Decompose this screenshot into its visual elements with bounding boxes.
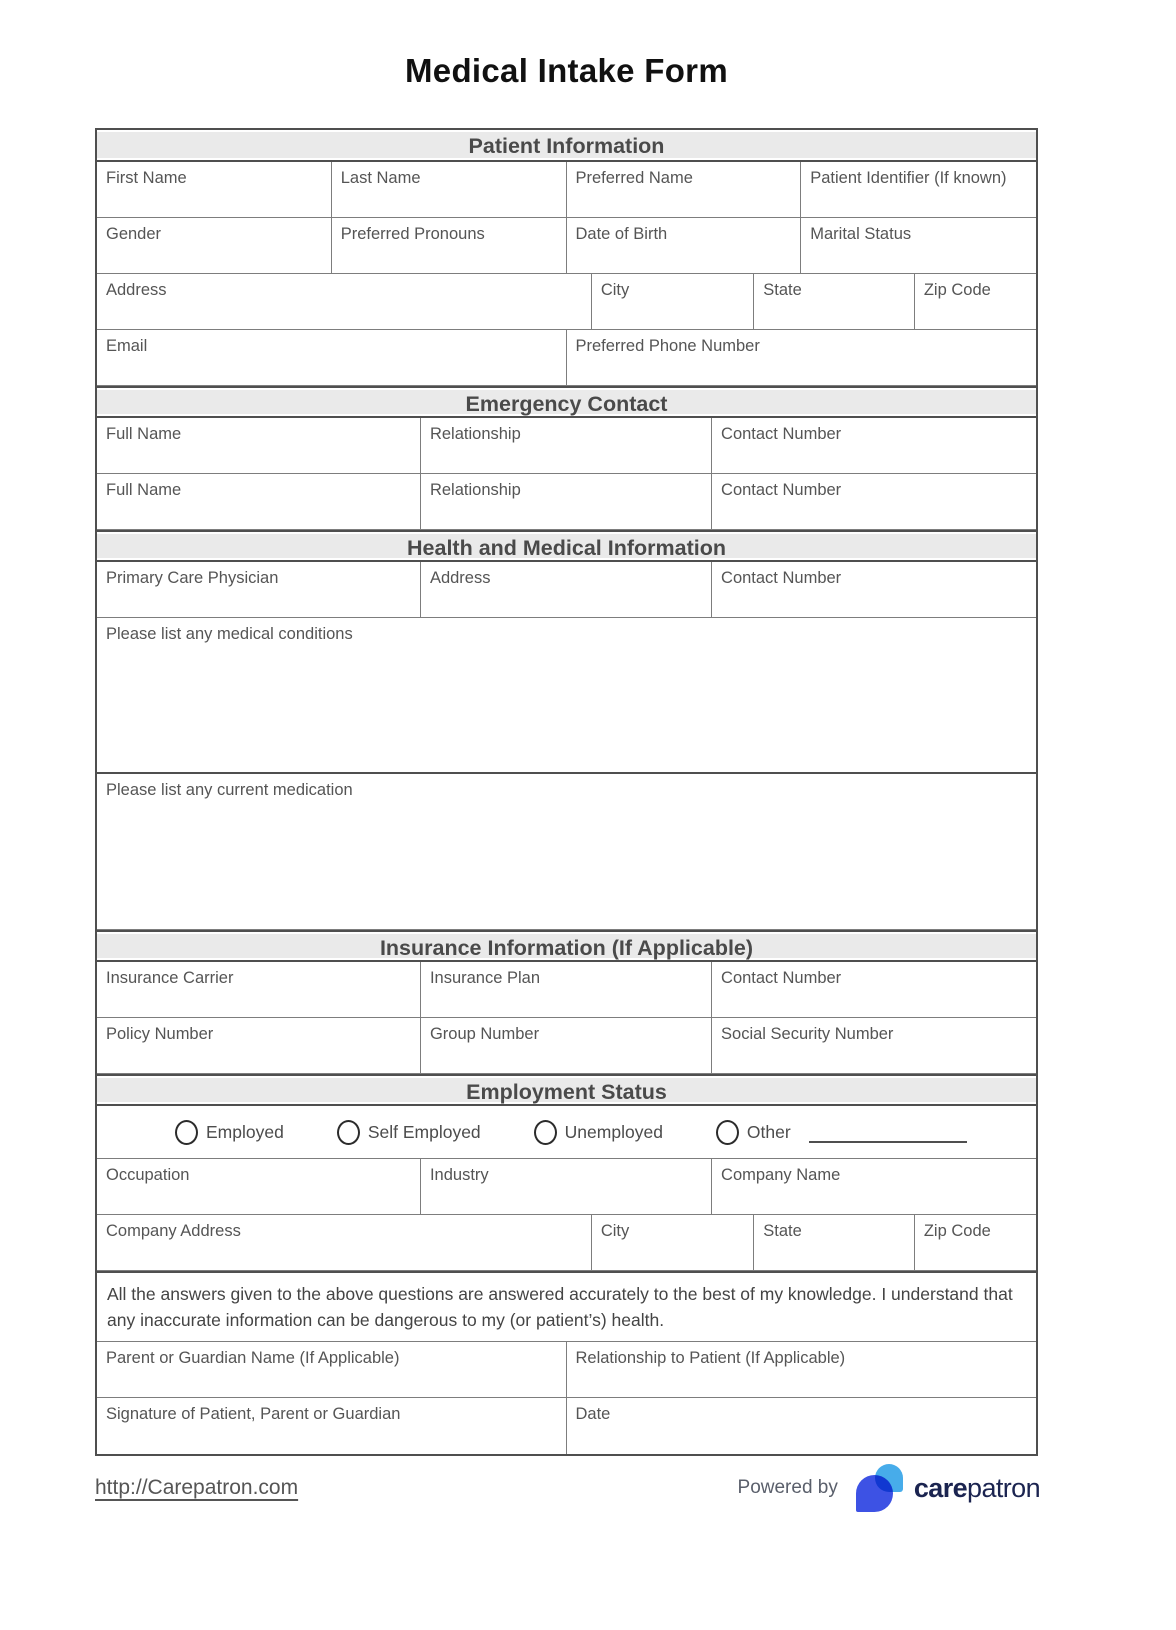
- field-occupation[interactable]: [97, 1159, 421, 1214]
- field-label: Contact Number: [721, 969, 842, 987]
- radio-unemployed[interactable]: [534, 1120, 663, 1145]
- field-city[interactable]: [592, 274, 754, 329]
- field-address[interactable]: [97, 274, 592, 329]
- row-signature: [97, 1398, 1036, 1454]
- field-label: City: [600, 281, 630, 299]
- wordmark-care: care: [913, 1472, 968, 1503]
- field-label: Insurance Carrier: [106, 969, 234, 987]
- field-industry[interactable]: [421, 1159, 712, 1214]
- field-label: Email: [106, 337, 148, 355]
- field-label: Address: [106, 281, 167, 299]
- intake-form-table: [95, 128, 1038, 1456]
- field-label: City: [600, 1222, 630, 1240]
- field-preferred-phone[interactable]: [567, 330, 1037, 385]
- radio-circle-icon[interactable]: [716, 1120, 739, 1145]
- field-label: Industry: [429, 1166, 489, 1184]
- field-insurance-contact-number[interactable]: [712, 962, 1036, 1017]
- field-label: Please list any medical conditions: [106, 625, 353, 643]
- radio-circle-icon[interactable]: [175, 1120, 198, 1145]
- field-label: Address: [429, 569, 491, 587]
- field-parent-guardian-name[interactable]: [97, 1342, 567, 1397]
- field-label: First Name: [106, 169, 187, 187]
- field-label: Contact Number: [721, 425, 842, 443]
- page-title: Medical Intake Form: [405, 52, 728, 89]
- row-insurance-1: [97, 962, 1036, 1018]
- field-ec1-relationship[interactable]: [421, 418, 712, 473]
- radio-circle-icon[interactable]: [337, 1120, 360, 1145]
- row-employment-1: [97, 1159, 1036, 1215]
- field-relationship-to-patient[interactable]: [567, 1342, 1037, 1397]
- field-company-address[interactable]: [97, 1215, 592, 1270]
- row-patient-demographics: [97, 218, 1036, 274]
- logo-bubble-light: [875, 1464, 903, 1492]
- field-preferred-name[interactable]: [567, 162, 802, 217]
- field-label: Preferred Phone Number: [575, 337, 760, 355]
- field-label: Signature of Patient, Parent or Guardian: [106, 1405, 401, 1423]
- row-patient-address: [97, 274, 1036, 330]
- section-header-insurance: Insurance Information (If Applicable): [97, 930, 1036, 962]
- field-email[interactable]: [97, 330, 567, 385]
- radio-label: Unemployed: [564, 1121, 663, 1142]
- radio-other[interactable]: [716, 1120, 967, 1145]
- section-header-emergency-contact: Emergency Contact: [97, 386, 1036, 418]
- field-label: Insurance Plan: [429, 969, 541, 987]
- carepatron-logo-icon: [856, 1464, 904, 1512]
- field-ec1-full-name[interactable]: [97, 418, 421, 473]
- field-preferred-pronouns[interactable]: [332, 218, 567, 273]
- field-label: Contact Number: [721, 569, 842, 587]
- row-emergency-contact-2: [97, 474, 1036, 530]
- row-primary-care: [97, 562, 1036, 618]
- field-company-zip[interactable]: [915, 1215, 1036, 1270]
- field-label: Policy Number: [106, 1025, 214, 1043]
- field-social-security-number[interactable]: [712, 1018, 1036, 1073]
- field-ec2-contact-number[interactable]: [712, 474, 1036, 529]
- field-current-medication[interactable]: [97, 774, 1036, 929]
- field-insurance-plan[interactable]: [421, 962, 712, 1017]
- field-ec2-full-name[interactable]: [97, 474, 421, 529]
- field-zip-code[interactable]: [915, 274, 1036, 329]
- field-physician-address[interactable]: [421, 562, 712, 617]
- field-company-city[interactable]: [592, 1215, 754, 1270]
- section-header-employment: Employment Status: [97, 1074, 1036, 1106]
- field-label: State: [763, 281, 802, 299]
- field-label: Date of Birth: [575, 225, 668, 243]
- radio-self-employed[interactable]: [337, 1120, 481, 1145]
- declaration-text: All the answers given to the above questions are answered accurately to the best of my knowledge. I understand that any inaccurate information can be dangerous to my (or patient’s) health.: [107, 1284, 1013, 1330]
- radio-label: Other: [746, 1121, 791, 1142]
- field-label: Zip Code: [923, 281, 991, 299]
- wordmark-patron: patron: [967, 1472, 1040, 1503]
- field-gender[interactable]: [97, 218, 332, 273]
- field-insurance-carrier[interactable]: [97, 962, 421, 1017]
- powered-by-text: Powered by: [737, 1477, 838, 1498]
- field-company-state[interactable]: [754, 1215, 915, 1270]
- footer-link[interactable]: http://Carepatron.com: [95, 1476, 299, 1499]
- section-header-health-medical: Health and Medical Information: [97, 530, 1036, 562]
- field-label: Group Number: [429, 1025, 540, 1043]
- field-label: Relationship: [429, 481, 521, 499]
- row-guardian: [97, 1342, 1036, 1398]
- field-patient-identifier[interactable]: [801, 162, 1036, 217]
- radio-employed[interactable]: [175, 1120, 284, 1145]
- declaration-statement: [97, 1271, 1036, 1342]
- field-medical-conditions[interactable]: [97, 618, 1036, 772]
- field-label: Patient Identifier (If known): [810, 169, 1007, 187]
- field-label: Full Name: [106, 481, 182, 499]
- section-header-patient-information: Patient Information: [97, 130, 1036, 162]
- field-ec2-relationship[interactable]: [421, 474, 712, 529]
- field-label: Gender: [106, 225, 162, 243]
- field-date[interactable]: [567, 1398, 1037, 1454]
- field-ec1-contact-number[interactable]: [712, 418, 1036, 473]
- other-fill-line[interactable]: [809, 1127, 967, 1143]
- powered-by-block: [738, 1464, 1040, 1512]
- row-emergency-contact-1: [97, 418, 1036, 474]
- field-date-of-birth[interactable]: [567, 218, 802, 273]
- field-label: Primary Care Physician: [106, 569, 279, 587]
- field-first-name[interactable]: [97, 162, 332, 217]
- row-medical-conditions: [97, 618, 1036, 774]
- field-marital-status[interactable]: [801, 218, 1036, 273]
- field-label: Preferred Name: [575, 169, 693, 187]
- field-label: Occupation: [106, 1166, 190, 1184]
- field-label: Marital Status: [810, 225, 912, 243]
- field-state[interactable]: [754, 274, 915, 329]
- field-primary-care-physician[interactable]: [97, 562, 421, 617]
- field-group-number[interactable]: [421, 1018, 712, 1073]
- field-label: Parent or Guardian Name (If Applicable): [106, 1349, 400, 1367]
- field-label: Please list any current medication: [106, 781, 353, 799]
- field-label: Date: [575, 1405, 611, 1423]
- field-policy-number[interactable]: [97, 1018, 421, 1073]
- row-employment-2: [97, 1215, 1036, 1271]
- field-last-name[interactable]: [332, 162, 567, 217]
- radio-label: Self Employed: [367, 1121, 481, 1142]
- employment-status-options: [97, 1106, 1036, 1159]
- row-patient-contact: [97, 330, 1036, 386]
- field-label: Company Name: [721, 1166, 841, 1184]
- field-company-name[interactable]: [712, 1159, 1036, 1214]
- row-insurance-2: [97, 1018, 1036, 1074]
- row-current-medication: [97, 774, 1036, 930]
- field-label: Full Name: [106, 425, 182, 443]
- field-label: Preferred Pronouns: [340, 225, 485, 243]
- field-label: Company Address: [106, 1222, 241, 1240]
- radio-label: Employed: [206, 1121, 284, 1142]
- field-label: Contact Number: [721, 481, 842, 499]
- carepatron-wordmark: [914, 1473, 1040, 1504]
- field-label: Relationship to Patient (If Applicable): [575, 1349, 846, 1367]
- field-label: Social Security Number: [721, 1025, 894, 1043]
- field-label: Last Name: [340, 169, 421, 187]
- field-physician-contact-number[interactable]: [712, 562, 1036, 617]
- radio-circle-icon[interactable]: [534, 1120, 557, 1145]
- field-signature[interactable]: [97, 1398, 567, 1454]
- field-label: State: [763, 1222, 802, 1240]
- field-label: Zip Code: [923, 1222, 991, 1240]
- row-patient-name: [97, 162, 1036, 218]
- field-label: Relationship: [429, 425, 521, 443]
